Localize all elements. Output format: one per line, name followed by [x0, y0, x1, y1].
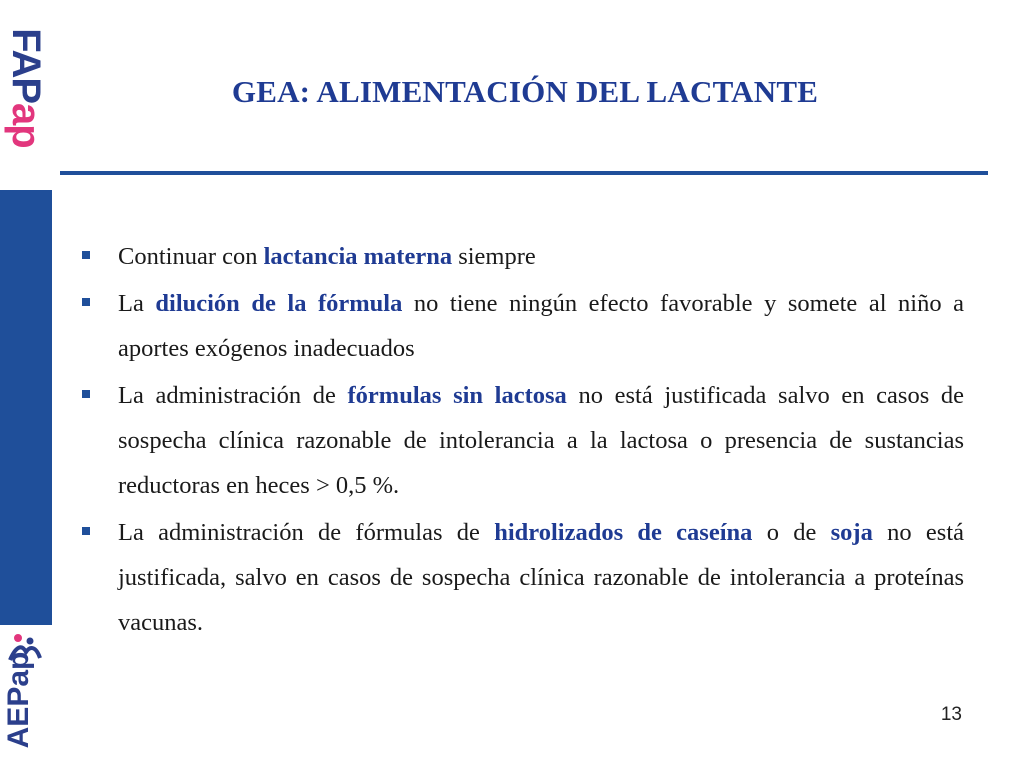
bullet-text: La administración de: [118, 382, 348, 409]
aepap-logo: AEPap: [2, 651, 35, 749]
bullet-item: [78, 373, 964, 508]
highlighted-term: lactancia materna: [263, 243, 453, 270]
bullet-text: La administración de fórmulas de: [118, 519, 495, 546]
square-bullet-icon: [82, 390, 90, 398]
page-number: 13: [940, 704, 962, 725]
square-bullet-icon: [82, 527, 90, 535]
highlighted-term: dilución de la fórmula: [155, 290, 403, 317]
bullet-text: La: [118, 290, 156, 317]
bullet-text: no está justificada salvo en casos de sospecha clínica razonable de intolerancia a la lactosa o presencia de sustancias reductoras en heces > 0,5 %.: [118, 382, 964, 499]
slide-title: GEA: ALIMENTACIÓN DEL LACTANTE: [231, 74, 819, 109]
bullet-item: [78, 510, 964, 645]
bullet-text: no está justificada, salvo en casos de sospecha clínica razonable de intolerancia a proteínas vacunas.: [118, 519, 965, 636]
highlighted-term: fórmulas sin lactosa: [347, 382, 567, 409]
square-bullet-icon: [82, 298, 90, 306]
bullet-item: [78, 281, 964, 371]
fapap-logo-text-a: FAP: [4, 28, 48, 104]
bullet-text: Continuar con: [118, 243, 264, 270]
highlighted-term: hidrolizados de caseína: [494, 519, 753, 546]
bullet-item: [78, 234, 964, 279]
fapap-logo: [4, 18, 48, 158]
bullet-list: [78, 234, 964, 647]
left-blue-bar: [0, 190, 52, 625]
highlighted-term: soja: [830, 519, 873, 546]
bullet-text: siempre: [452, 243, 536, 270]
bullet-text: no tiene ningún efecto favorable y somete al niño a aportes exógenos inadecuados: [118, 290, 965, 362]
fapap-logo-text-b: ap: [4, 103, 48, 148]
bullet-text: o de: [752, 519, 831, 546]
title-divider: [60, 171, 988, 175]
square-bullet-icon: [82, 251, 90, 259]
